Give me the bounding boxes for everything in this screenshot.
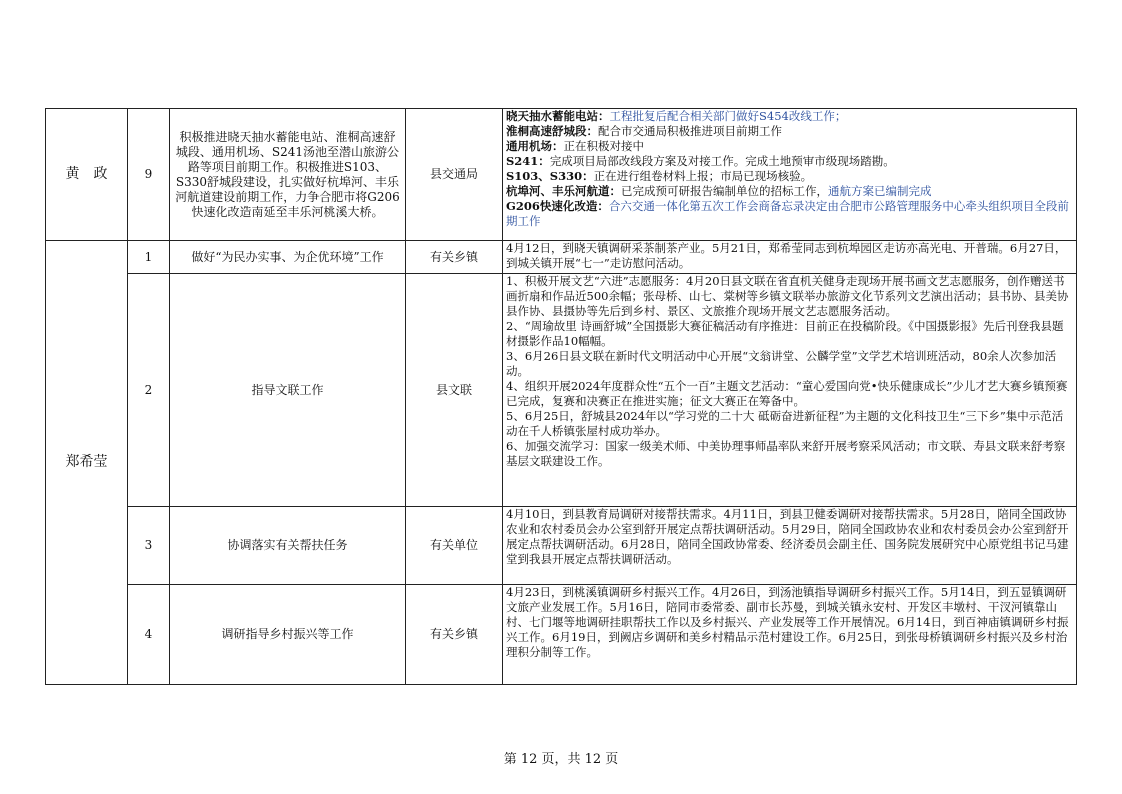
page-footer: 第 12 页，共 12 页: [503, 752, 619, 767]
progress-line: 杭埠河、丰乐河航道：已完成预可研报告编制单位的招标工作，通航方案已编制完成: [506, 184, 932, 198]
progress-line: 通用机场：正在积极对接中: [506, 139, 644, 153]
progress-line: 4月12日，到晓天镇调研采茶制茶产业。5月21日，郑希莹同志到杭埠园区走访亦高光电、开普瑞。6月27日，到城关镇开展“七一”走访慰问活动。: [506, 241, 1067, 270]
progress-line: S103、S330：正在进行组卷材料上报；市局已现场核验。: [506, 169, 813, 183]
progress-line: 4月23日，到桃溪镇调研乡村振兴工作。4月26日，到汤池镇指导调研乡村振兴工作。5月14日，到五显镇调研文旅产业发展工作。5月16日，陪同市委常委、副市长苏曼，到城关镇永安村、开发区丰墩村、干汊河镇靠山村、七门堰等地调研挂职帮扶工作以及乡村振兴、产业发展等工作开展情况。6月14日，到百神庙镇调研乡村振兴工作。6月19日，到阙店乡调研和美乡村精品示范村建设工作。6月25日，到张母桥镇调研乡村振兴及乡村治理积分制等工作。: [506, 585, 1069, 659]
progress-line: 晓天抽水蓄能电站：工程批复后配合相关部门做好S454改线工作；: [506, 109, 847, 123]
leader-cell: 黄 政: [46, 109, 128, 241]
progress-line: S241：完成项目局部改线段方案及对接工作。完成土地预审市级现场踏勘。: [506, 154, 895, 168]
unit-cell: 有关乡镇: [406, 241, 503, 274]
table-row: [46, 241, 1077, 274]
item-number: 2: [128, 274, 170, 507]
task-cell: 协调落实有关帮扶任务: [170, 507, 406, 585]
progress-line: 4月10日，到县教育局调研对接帮扶需求。4月11日，到县卫健委调研对接帮扶需求。5月28日，陪同全国政协农业和农村委员会办公室到舒开展定点帮扶调研活动。5月29日，陪同全国政协农业和农村委员会办公室到舒开展定点帮扶调研活动。6月28日，陪同全国政协常委、经济委员会副主任、国务院发展研究中心原党组书记马建堂到我县开展定点帮扶调研活动。: [506, 507, 1069, 566]
unit-cell: 县交通局: [406, 109, 503, 241]
progress-line: 2、“周瑜故里 诗画舒城”全国摄影大赛征稿活动有序推进：目前正在投稿阶段。《中国摄影报》先后刊登我县题材摄影作品10幅幅。: [506, 319, 1064, 348]
progress-cell: [503, 274, 1077, 507]
progress-line: 3、6月26日县文联在新时代文明活动中心开展“文翁讲堂、公麟学堂”文学艺术培训班活动，80余人次参加活动。: [506, 349, 1057, 378]
task-cell: 积极推进晓天抽水蓄能电站、淮桐高速舒城段、通用机场、S241汤池至潜山旅游公路等项目前期工作。积极推进S103、S330舒城段建设，扎实做好杭埠河、丰乐河航道建设前期工作，力争合肥市将G206快速化改造南延至丰乐河桃溪大桥。: [170, 109, 406, 241]
table-row: [46, 507, 1077, 585]
progress-cell: [503, 585, 1077, 685]
unit-cell: 有关乡镇: [406, 585, 503, 685]
table-row: [46, 585, 1077, 685]
progress-line: G206快速化改造：合六交通一体化第五次工作会商备忘录决定由合肥市公路管理服务中心牵头组织项目全段前期工作: [506, 199, 1069, 228]
progress-line: 1、积极开展文艺“六进”志愿服务：4月20日县文联在省直机关健身走现场开展书画文艺志愿服务，创作赠送书画折扇和作品近500余幅；张母桥、山七、棠树等乡镇文联举办旅游文化节系列文艺演出活动；县书协、县美协县作协、县摄协等先后到乡村、景区、文旅推介现场开展文艺志愿服务活动。: [506, 274, 1069, 318]
task-cell: 指导文联工作: [170, 274, 406, 507]
item-number: 9: [128, 109, 170, 241]
progress-line: 5、6月25日，舒城县2024年以“学习党的二十大 砥砺奋进新征程”为主题的文化科技卫生“三下乡”集中示范活动在千人桥镇张屋村成功举办。: [506, 409, 1064, 438]
table-row: [46, 109, 1077, 241]
task-cell: 调研指导乡村振兴等工作: [170, 585, 406, 685]
unit-cell: 县文联: [406, 274, 503, 507]
progress-cell: [503, 109, 1077, 241]
item-number: 4: [128, 585, 170, 685]
progress-line: 淮桐高速舒城段：配合市交通局积极推进项目前期工作: [506, 124, 782, 138]
progress-line: 4、组织开展2024年度群众性“五个一百”主题文艺活动：“童心爱国向党•快乐健康成长”少儿才艺大赛乡镇预赛已完成，复赛和决赛正在推进实施；征文大赛正在筹备中。: [506, 379, 1068, 408]
task-cell: 做好“为民办实事、为企优环境”工作: [170, 241, 406, 274]
unit-cell: 有关单位: [406, 507, 503, 585]
progress-cell: [503, 507, 1077, 585]
progress-cell: [503, 241, 1077, 274]
table-row: [46, 274, 1077, 507]
work-progress-table: [45, 108, 1077, 685]
progress-line: 6、加强交流学习：国家一级美术师、中美协理事师晶率队来舒开展考察采风活动；市文联、寿县文联来舒考察基层文联建设工作。: [506, 439, 1066, 468]
item-number: 3: [128, 507, 170, 585]
item-number: 1: [128, 241, 170, 274]
leader-cell: 郑希莹: [46, 241, 128, 685]
